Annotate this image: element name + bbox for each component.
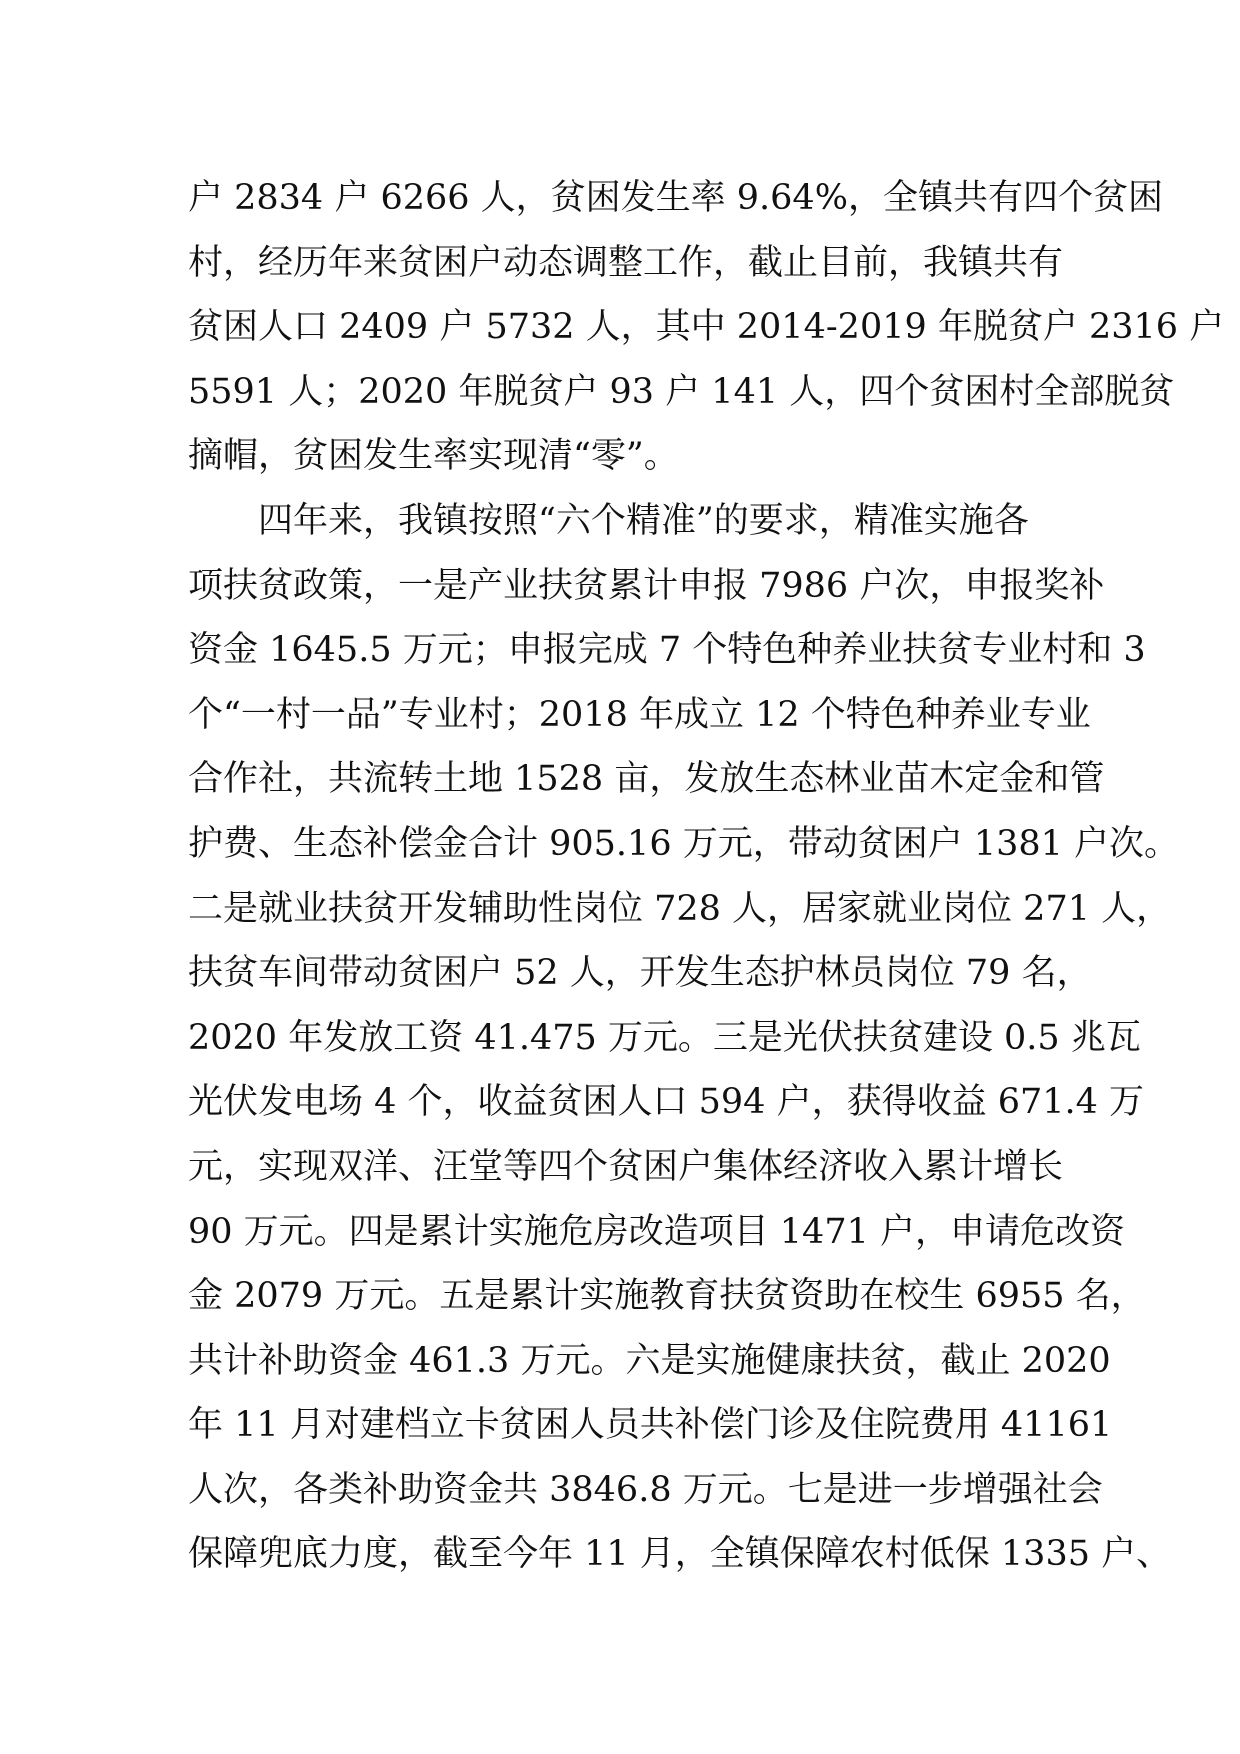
text-line: 扶贫车间带动贫困户 52 人，开发生态护林员岗位 79 名，	[188, 953, 1092, 994]
text-line: 人次，各类补助资金共 3846.8 万元。七是进一步增强社会	[188, 1469, 1103, 1510]
text-line: 户 2834 户 6266 人，贫困发生率 9.64%，全镇共有四个贫困	[188, 178, 1163, 218]
text-line: 光伏发电场 4 个，收益贫困人口 594 户，获得收益 671.4 万	[188, 1082, 1145, 1123]
text-line: 保障兜底力度，截至今年 11 月，全镇保障农村低保 1335 户、	[188, 1534, 1172, 1575]
text-line: 年 11 月对建档立卡贫困人员共补偿门诊及住院费用 41161	[188, 1405, 1113, 1446]
text-line: 二是就业扶贫开发辅助性岗位 728 人，居家就业岗位 271 人，	[188, 888, 1172, 929]
text-line: 元，实现双洋、汪堂等四个贫困户集体经济收入累计增长	[188, 1146, 1064, 1187]
text-line: 贫困人口 2409 户 5732 人，其中 2014-2019 年脱贫户 2316 户	[188, 307, 1225, 348]
text-line: 金 2079 万元。五是累计实施教育扶贫资助在校生 6955 名，	[188, 1276, 1146, 1317]
text-line: 2020 年发放工资 41.475 万元。三是光伏扶贫建设 0.5 兆瓦	[188, 1017, 1141, 1058]
text-line: 村，经历年来贫困户动态调整工作，截止目前，我镇共有	[188, 242, 1064, 283]
text-line: 个“一村一品”专业村；2018 年成立 12 个特色种养业专业	[188, 694, 1091, 735]
text-line: 项扶贫政策，一是产业扶贫累计申报 7986 户次，申报奖补	[188, 565, 1105, 606]
paragraph-first-line: 四年来，我镇按照“六个精准”的要求，精准实施各	[258, 500, 1029, 541]
text-line: 90 万元。四是累计实施危房改造项目 1471 户，申请危改资	[188, 1211, 1125, 1252]
text-line: 合作社，共流转土地 1528 亩，发放生态林业苗木定金和管	[188, 759, 1105, 800]
text-line: 护费、生态补偿金合计 905.16 万元，带动贫困户 1381 户次。	[188, 823, 1180, 864]
body-text	[188, 166, 1225, 1587]
text-line: 共计补助资金 461.3 万元。六是实施健康扶贫，截止 2020	[188, 1340, 1111, 1381]
text-line: 摘帽，贫困发生率实现清“零”。	[188, 436, 679, 477]
text-line: 5591 人；2020 年脱贫户 93 户 141 人，四个贫困村全部脱贫	[188, 371, 1175, 412]
text-line: 资金 1645.5 万元；申报完成 7 个特色种养业扶贫专业村和 3	[188, 630, 1146, 671]
